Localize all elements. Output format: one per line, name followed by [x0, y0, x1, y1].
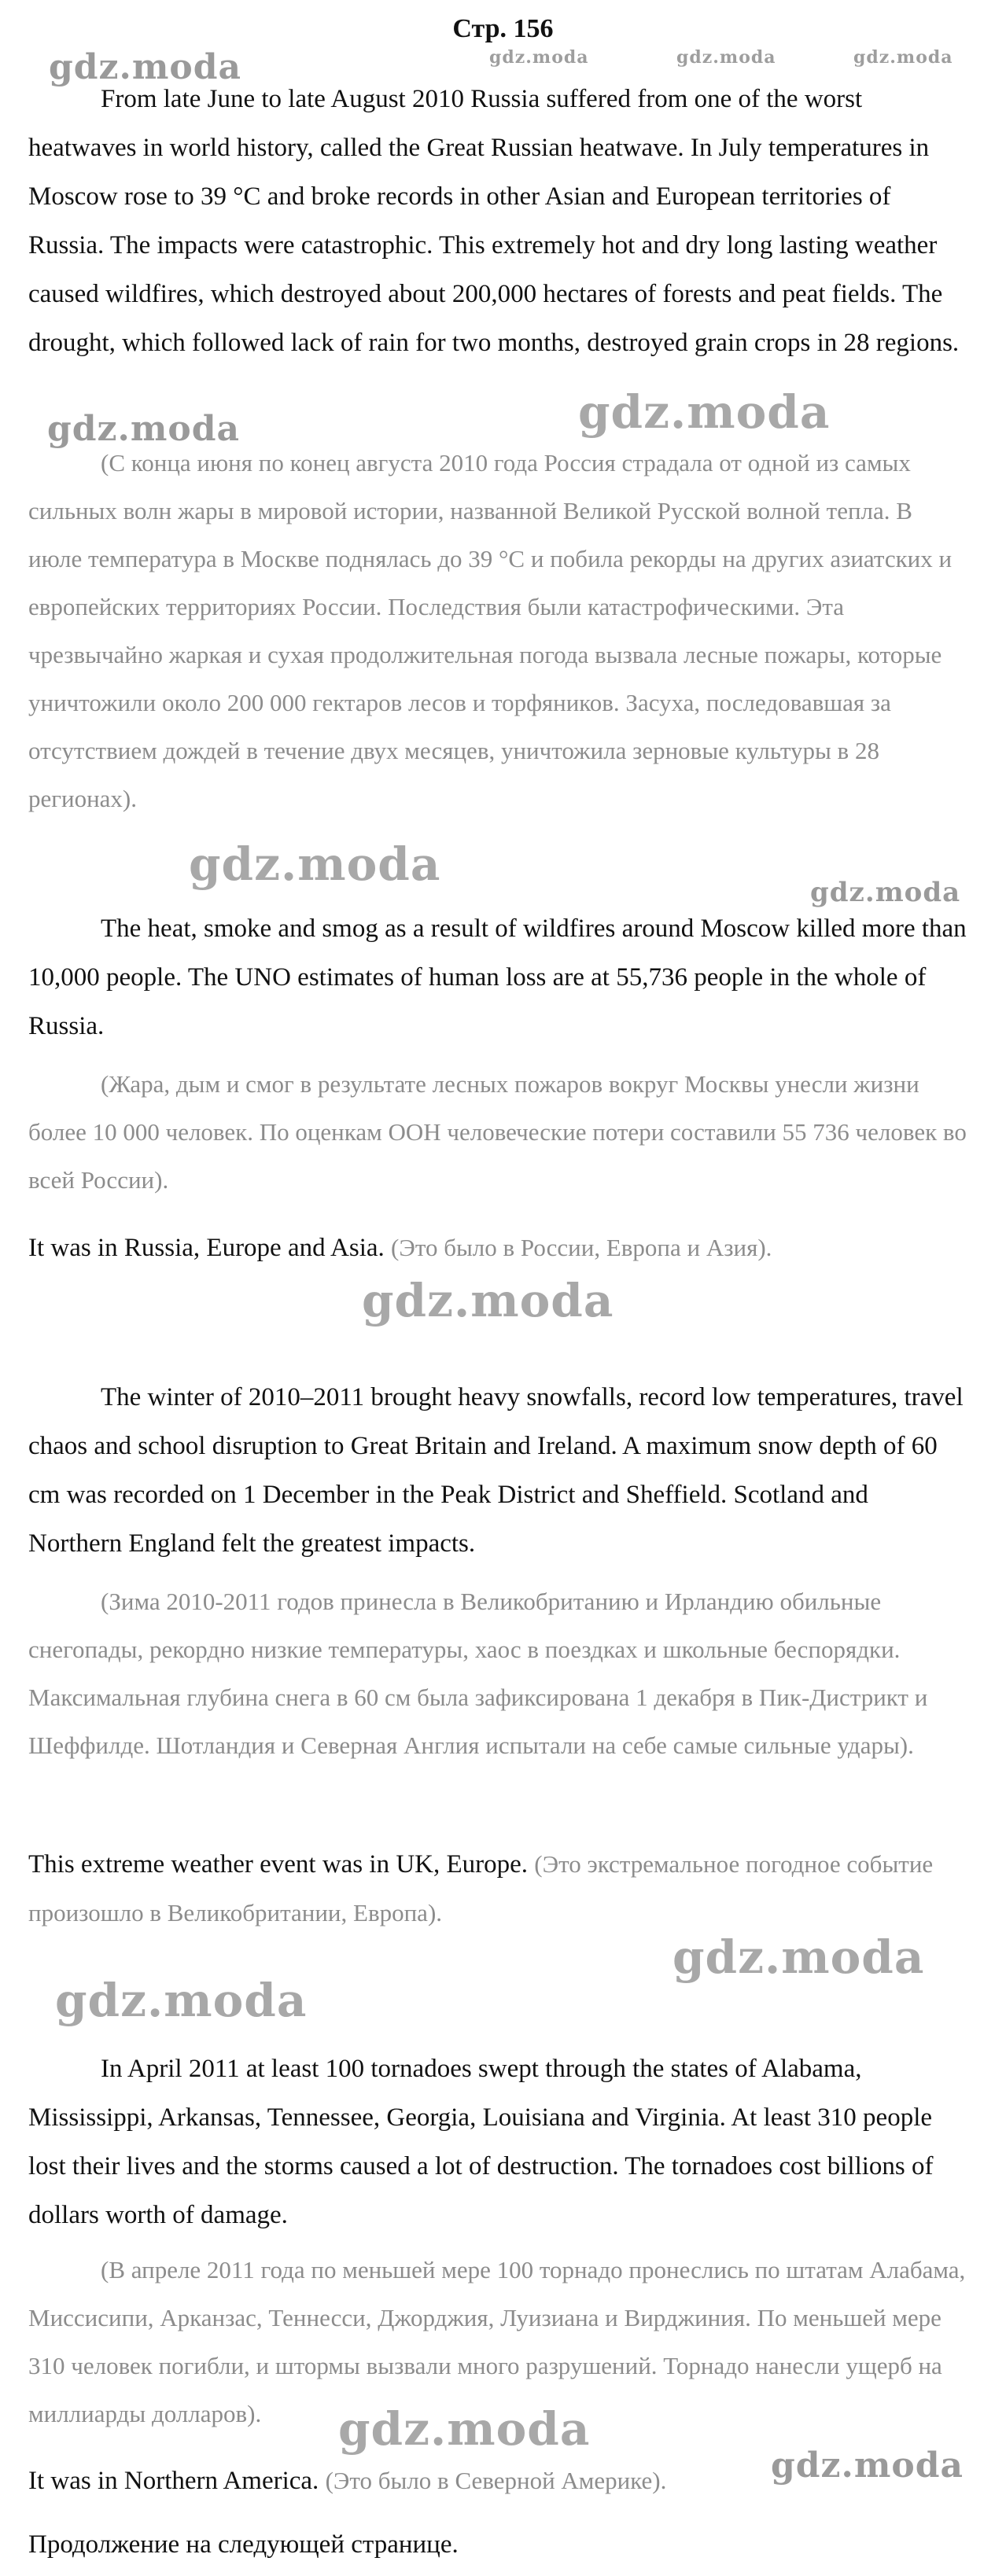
- english-paragraph: [28, 75, 968, 367]
- paragraph-text: The heat, smoke and smog as a result of wildfires around Moscow killed more than 10,000 people. The UNO estimates of human loss are at 55,736 people in the whole of Russia.: [28, 914, 967, 1040]
- russian-translation: [28, 1577, 968, 1769]
- english-paragraph: [28, 2044, 968, 2239]
- answer-russian: (Это экстремальное погодное событие произошло в Великобритании, Европа).: [28, 1850, 934, 1926]
- watermark-logo: gdz.moda: [189, 837, 441, 891]
- watermark-logo: gdz.moda: [49, 47, 242, 87]
- paragraph-text: (Зима 2010-2011 годов принесла в Великобританию и Ирландию обильные снегопады, рекордно низкие температуры, хаос в поездках и школьные беспорядки. Максимальная глубина снега в 60 см была зафиксирована 1 декабря в Пик-Дистрикт и Шеффилде. Шотландия и Северная Англия испытали на себе самые сильные удары).: [28, 1588, 928, 1759]
- paragraph-text: (В апреле 2011 года по меньшей мере 100 торнадо пронеслись по штатам Алабама, Миссисипи, Арканзас, Теннесси, Джорджия, Луизиана и Вирджиния. По меньшей мере 310 человек погибли, и штормы вызвали много разрушений. Торнадо нанесли ущерб на миллиарды долларов).: [28, 2256, 966, 2427]
- continuation-note: Продолжение на следующей странице.: [28, 2530, 459, 2559]
- answer-russian: (Это было в России, Европа и Азия).: [391, 1234, 772, 1261]
- watermark-logo: gdz.moda: [338, 2402, 591, 2456]
- watermark-logo: gdz.moda: [47, 409, 241, 449]
- answer-russian: (Это было в Северной Америке).: [325, 2467, 667, 2494]
- watermark-logo: gdz.moda: [578, 385, 831, 439]
- english-paragraph: [28, 1373, 968, 1568]
- watermark-logo: gdz.moda: [676, 47, 776, 68]
- answer-english: This extreme weather event was in UK, Europe.: [28, 1850, 529, 1879]
- paragraph-text: (С конца июня по конец августа 2010 года Россия страдала от одной из самых сильных волн жары в мировой истории, названной Великой Русской волной тепла. В июле температура в Москве поднялась до 39 °С и побила рекорды на других азиатских и европейских территориях России. Последствия были катастрофическими. Эта чрезвычайно жаркая и сухая продолжительная погода вызвала лесные пожары, которые уничтожили около 200 000 гектаров лесов и торфяников. Засуха, последовавшая за отсутствием дождей в течение двух месяцев, уничтожила зерновые культуры в 28 регионах).: [28, 449, 953, 812]
- answer-line: [28, 1224, 968, 1272]
- russian-translation: [28, 2246, 968, 2438]
- watermark-logo: gdz.moda: [853, 47, 953, 68]
- answer-line: [28, 2456, 968, 2505]
- paragraph-text: In April 2011 at least 100 tornadoes swept through the states of Alabama, Mississippi, Arkansas, Tennessee, Georgia, Louisiana and Virginia. At least 310 people lost their lives and the storms caused a lot of destruction. The tornadoes cost billions of dollars worth of damage.: [28, 2055, 934, 2229]
- watermark-logo: gdz.moda: [55, 1974, 308, 2027]
- russian-translation: [28, 439, 968, 822]
- answer-english: It was in Northern America.: [28, 2467, 319, 2495]
- paragraph-text: The winter of 2010–2011 brought heavy snowfalls, record low temperatures, travel chaos and school disruption to Great Britain and Ireland. A maximum snow depth of 60 cm was recorded on 1 December in the Peak District and Sheffield. Scotland and Northern England felt the greatest impacts.: [28, 1383, 964, 1558]
- english-paragraph: [28, 904, 968, 1051]
- page-title: Стр. 156: [452, 14, 554, 43]
- watermark-logo: gdz.moda: [489, 47, 589, 68]
- russian-translation: [28, 1060, 968, 1204]
- watermark-logo: gdz.moda: [771, 2445, 964, 2486]
- paragraph-text: (Жара, дым и смог в результате лесных пожаров вокруг Москвы унесли жизни более 10 000 человек. По оценкам ООН человеческие потери составили 55 736 человек во всей России).: [28, 1070, 967, 1194]
- watermark-logo: gdz.moda: [362, 1274, 614, 1327]
- watermark-logo: gdz.moda: [673, 1930, 925, 1984]
- answer-english: It was in Russia, Europe and Asia.: [28, 1234, 385, 1262]
- watermark-logo: gdz.moda: [810, 877, 961, 908]
- answer-line: [28, 1840, 968, 1938]
- paragraph-text: From late June to late August 2010 Russia suffered from one of the worst heatwaves in world history, called the Great Russian heatwave. In July temperatures in Moscow rose to 39 °C and broke records in other Asian and European territories of Russia. The impacts were catastrophic. This extremely hot and dry long lasting weather caused wildfires, which destroyed about 200,000 hectares of forests and peat fields. The drought, which followed lack of rain for two months, destroyed grain crops in 28 regions.: [28, 85, 960, 357]
